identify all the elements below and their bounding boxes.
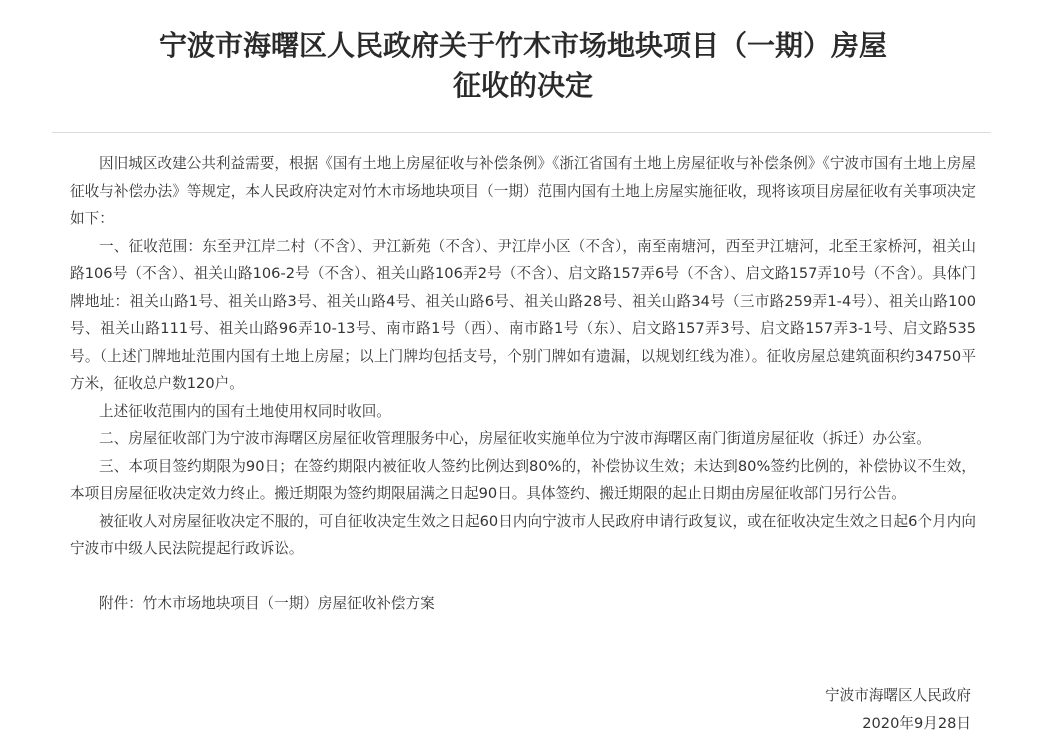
document-body: [70, 150, 976, 618]
paragraph-land-rights: 上述征收范围内的国有土地使用权同时收回。: [70, 398, 976, 426]
title-line-2: 征收的决定: [0, 66, 1046, 106]
paragraph-preamble: 因旧城区改建公共利益需要，根据《国有土地上房屋征收与补偿条例》《浙江省国有土地上房屋征收与补偿条例》《宁波市国有土地上房屋征收与补偿办法》等规定，本人民政府决定对竹木市场地块项目（一期）范围内国有土地上房屋实施征收，现将该项目房屋征收有关事项决定如下：: [70, 150, 976, 233]
document-title: [0, 26, 1046, 106]
issuer-name: 宁波市海曙区人民政府: [825, 682, 971, 710]
attachment-line: 附件：竹木市场地块项目（一期）房屋征收补偿方案: [70, 590, 976, 618]
title-line-1: 宁波市海曙区人民政府关于竹木市场地块项目（一期）房屋: [0, 26, 1046, 66]
issue-date: 2020年9月28日: [825, 710, 971, 737]
signature-block: [825, 682, 971, 737]
paragraph-appeal: 被征收人对房屋征收决定不服的，可自征收决定生效之日起60日内向宁波市人民政府申请行政复议，或在征收决定生效之日起6个月内向宁波市中级人民法院提起行政诉讼。: [70, 508, 976, 563]
title-divider: [52, 132, 991, 133]
paragraph-deadlines: 三、本项目签约期限为90日；在签约期限内被征收人签约比例达到80%的，补偿协议生效；未达到80%签约比例的，补偿协议不生效，本项目房屋征收决定效力终止。搬迁期限为签约期限届满之日起90日。具体签约、搬迁期限的起止日期由房屋征收部门另行公告。: [70, 453, 976, 508]
paragraph-scope: 一、征收范围：东至尹江岸二村（不含）、尹江新苑（不含）、尹江岸小区（不含），南至南塘河，西至尹江塘河，北至王家桥河，祖关山路106号（不含）、祖关山路106-2号（不含）、祖关山路106弄2号（不含）、启文路157弄6号（不含）、启文路157弄10号（不含）。具体门牌地址：祖关山路1号、祖关山路3号、祖关山路4号、祖关山路6号、祖关山路28号、祖关山路34号（三市路259弄1-4号）、祖关山路100号、祖关山路111号、祖关山路96弄10-13号、南市路1号（西）、南市路1号（东）、启文路157弄3号、启文路157弄3-1号、启文路535号。（上述门牌地址范围内国有土地上房屋；以上门牌均包括支号，个别门牌如有遗漏，以规划红线为准）。征收房屋总建筑面积约34750平方米，征收总户数120户。: [70, 233, 976, 398]
paragraph-department: 二、房屋征收部门为宁波市海曙区房屋征收管理服务中心，房屋征收实施单位为宁波市海曙区南门街道房屋征收（拆迁）办公室。: [70, 425, 976, 453]
